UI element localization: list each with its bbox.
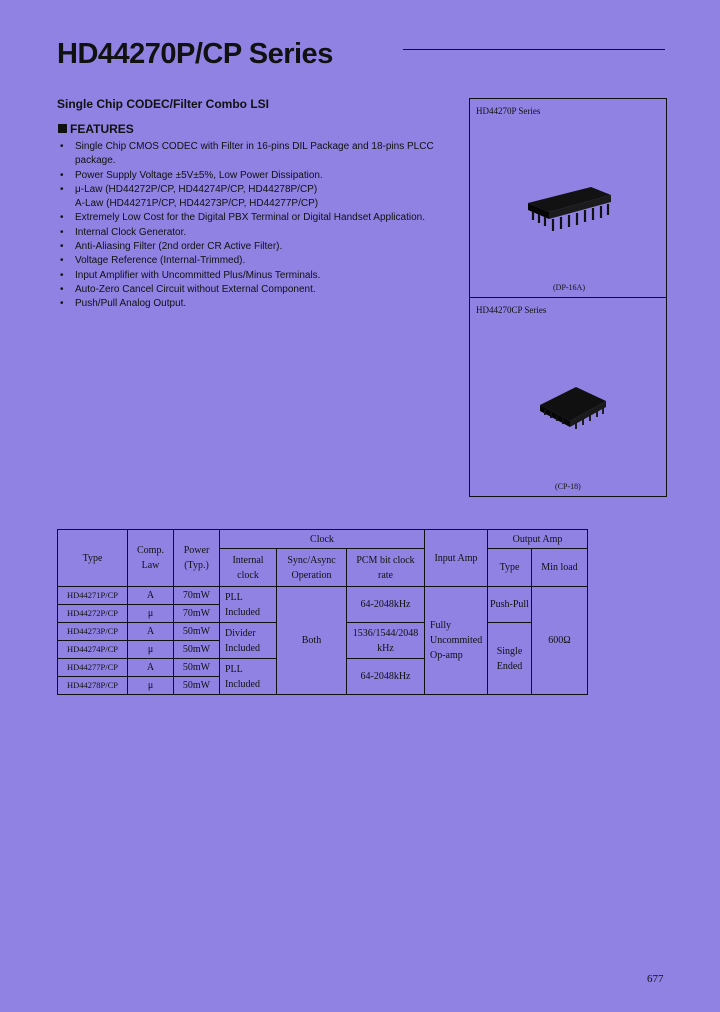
th-sync-async: Sync/Async Operation [277, 549, 347, 587]
page-number: 677 [647, 973, 664, 985]
cell-pcm-rate: 64-2048kHz [347, 587, 425, 623]
th-output-amp: Output Amp [488, 530, 588, 549]
plcc-package-code: (CP-18) [555, 482, 581, 491]
cell-law: A [128, 659, 174, 677]
th-pcm-bit: PCM bit clock rate [347, 549, 425, 587]
features-heading [58, 122, 134, 136]
cell-law: μ [128, 605, 174, 623]
cell-internal-clock: PLL Included [220, 587, 277, 623]
cell-power: 70mW [174, 587, 220, 605]
cell-type: HD44272P/CP [58, 605, 128, 623]
cell-out-type: Push-Pull [488, 587, 532, 623]
cell-internal-clock: Divider Included [220, 623, 277, 659]
th-input-amp: Input Amp [425, 530, 488, 587]
cell-power: 50mW [174, 641, 220, 659]
cell-type: HD44271P/CP [58, 587, 128, 605]
feature-item: • Input Amplifier with Uncommitted Plus/Minus Terminals. [58, 269, 436, 283]
cell-power: 70mW [174, 605, 220, 623]
th-power: Power (Typ.) [174, 530, 220, 587]
page-title: HD44270P/CP Series [57, 38, 333, 70]
feature-item: • Push/Pull Analog Output. [58, 297, 436, 311]
feature-item: • μ-Law (HD44272P/CP, HD44274P/CP, HD44278P/CP) [58, 183, 436, 197]
table-row [58, 587, 588, 605]
feature-item: • Internal Clock Generator. [58, 226, 436, 240]
dip-chip-image [525, 181, 615, 236]
cell-law: μ [128, 641, 174, 659]
th-internal-clock: Internal clock [220, 549, 277, 587]
cell-input-amp: Fully Uncommited Op-amp [425, 587, 488, 695]
th-type: Type [58, 530, 128, 587]
cell-law: A [128, 623, 174, 641]
feature-item: • Anti-Aliasing Filter (2nd order CR Active Filter). [58, 240, 436, 254]
features-heading-label: FEATURES [70, 122, 134, 136]
feature-item: A-Law (HD44271P/CP, HD44273P/CP, HD44277P/CP) [75, 198, 319, 210]
spec-table [57, 529, 588, 695]
feature-item: • Auto-Zero Cancel Circuit without External Component. [58, 283, 436, 297]
features-list [58, 140, 436, 312]
cell-internal-clock: PLL Included [220, 659, 277, 695]
cell-power: 50mW [174, 623, 220, 641]
th-min-load: Min load [532, 549, 588, 587]
cell-power: 50mW [174, 677, 220, 695]
th-comp-law: Comp. Law [128, 530, 174, 587]
cell-type: HD44277P/CP [58, 659, 128, 677]
plcc-chip-image [536, 383, 608, 433]
subtitle: Single Chip CODEC/Filter Combo LSI [57, 97, 270, 111]
cell-pcm-rate: 64-2048kHz [347, 659, 425, 695]
square-bullet-icon [58, 124, 67, 133]
feature-item: • Voltage Reference (Internal-Trimmed). [58, 254, 436, 268]
cell-pcm-rate: 1536/1544/2048 kHz [347, 623, 425, 659]
cell-min-load: 600Ω [532, 587, 588, 695]
cell-type: HD44273P/CP [58, 623, 128, 641]
plcc-package-box [469, 297, 667, 497]
cell-sync-async: Both [277, 587, 347, 695]
cell-type: HD44278P/CP [58, 677, 128, 695]
dip-package-box [469, 98, 667, 298]
cell-law: A [128, 587, 174, 605]
th-out-type: Type [488, 549, 532, 587]
cell-law: μ [128, 677, 174, 695]
feature-item: • Power Supply Voltage ±5V±5%, Low Power Dissipation. [58, 169, 436, 183]
dip-package-code: (DP-16A) [553, 283, 585, 292]
dip-package-label: HD44270P Series [476, 106, 541, 116]
cell-out-type: Single Ended [488, 623, 532, 695]
title-rule [403, 49, 665, 50]
feature-item: • Single Chip CMOS CODEC with Filter in 16-pins DIL Package and 18-pins PLCC package. [58, 140, 436, 169]
cell-type: HD44274P/CP [58, 641, 128, 659]
th-clock: Clock [220, 530, 425, 549]
plcc-package-label: HD44270CP Series [476, 305, 547, 315]
cell-power: 50mW [174, 659, 220, 677]
feature-item: • Extremely Low Cost for the Digital PBX Terminal or Digital Handset Application. [58, 211, 436, 225]
